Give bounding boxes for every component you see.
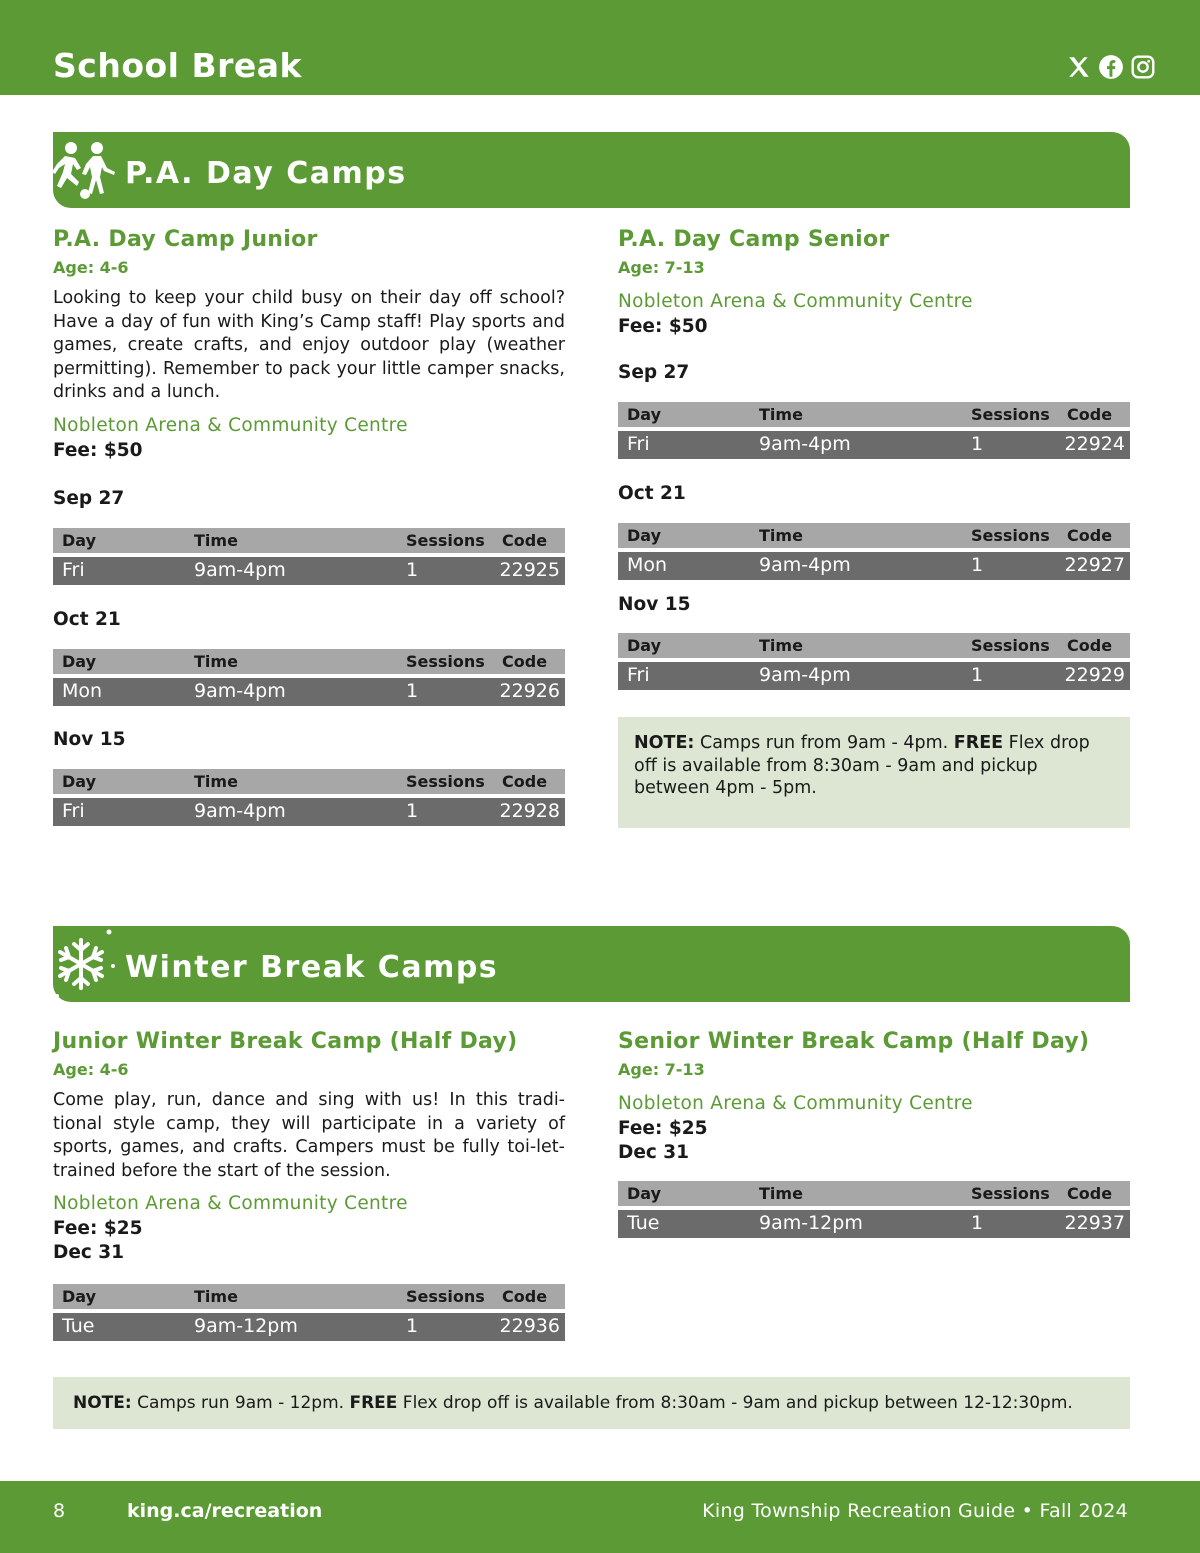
schedule-date: Dec 31 <box>53 1242 125 1263</box>
header-day: Day <box>627 405 662 424</box>
cell-sessions: 1 <box>406 680 419 702</box>
header-time: Time <box>759 636 803 655</box>
header-code: Code <box>502 772 548 791</box>
page-footer <box>0 1481 1200 1553</box>
cell-time: 9am-4pm <box>194 800 286 822</box>
section-banner-winter-break <box>53 926 1130 1002</box>
cell-code: 22927 <box>1064 554 1125 576</box>
program-fee: Fee: $50 <box>53 439 143 461</box>
cell-day: Fri <box>627 664 650 686</box>
header-code: Code <box>1067 1184 1113 1203</box>
cell-time: 9am-12pm <box>759 1212 863 1234</box>
header-day: Day <box>627 1184 662 1203</box>
header-sessions: Sessions <box>406 772 485 791</box>
table-row <box>618 552 1130 580</box>
schedule-date: Nov 15 <box>53 729 126 750</box>
program-title: Junior Winter Break Camp (Half Day) <box>53 1029 518 1054</box>
section-banner-pa-day <box>53 132 1130 208</box>
winter-senior-column <box>618 1029 1130 1163</box>
program-description: Looking to keep your child busy on their day off school? Have a day of fun with King’s Camp staff! Play sports and games, create crafts, and enjoy outdoor play (weather permitting). Remember to pack your little camper snacks, drinks and a lunch. <box>53 288 565 402</box>
table-row <box>53 557 565 585</box>
schedule-table <box>53 769 565 826</box>
schedule-table <box>618 523 1130 580</box>
program-location: Nobleton Arena & Community Centre <box>618 291 973 312</box>
header-time: Time <box>759 526 803 545</box>
cell-time: 9am-4pm <box>759 664 851 686</box>
note-box <box>53 1377 1130 1429</box>
header-code: Code <box>502 652 548 671</box>
section-title: P.A. Day Camps <box>125 156 407 191</box>
header-day: Day <box>62 531 97 550</box>
cell-code: 22925 <box>499 559 560 581</box>
cell-sessions: 1 <box>971 554 984 576</box>
table-header <box>618 1181 1130 1206</box>
table-header <box>53 528 565 553</box>
header-sessions: Sessions <box>406 531 485 550</box>
table-row <box>618 662 1130 690</box>
cell-day: Mon <box>627 554 668 576</box>
table-row <box>618 1210 1130 1238</box>
header-code: Code <box>502 1287 548 1306</box>
table-header <box>618 633 1130 658</box>
table-header <box>53 769 565 794</box>
cell-sessions: 1 <box>406 1315 419 1337</box>
header-code: Code <box>502 531 548 550</box>
program-location: Nobleton Arena & Community Centre <box>618 1093 973 1114</box>
cell-day: Fri <box>62 800 85 822</box>
cell-day: Fri <box>62 559 85 581</box>
program-title: P.A. Day Camp Senior <box>618 227 890 252</box>
guide-title: King Township Recreation Guide • Fall 2024 <box>702 1500 1128 1522</box>
table-header <box>618 402 1130 427</box>
note-text: Camps run from 9am - 4pm. <box>694 733 954 753</box>
program-description: Come play, run, dance and sing with us! In this tradi-tional style camp, they will participate in a variety of sports, games, and crafts. Campers must be fully toi-let-trained before the start of the session. <box>53 1090 565 1181</box>
section-title: Winter Break Camps <box>125 950 499 985</box>
header-time: Time <box>194 1287 238 1306</box>
header-code: Code <box>1067 526 1113 545</box>
kids-playing-icon <box>51 138 119 206</box>
cell-time: 9am-4pm <box>759 433 851 455</box>
x-icon[interactable] <box>1066 54 1092 80</box>
table-header <box>53 649 565 674</box>
header-code: Code <box>1067 405 1113 424</box>
table-header <box>53 1284 565 1309</box>
cell-code: 22928 <box>499 800 560 822</box>
cell-sessions: 1 <box>406 559 419 581</box>
schedule-table <box>618 1181 1130 1238</box>
cell-day: Mon <box>62 680 103 702</box>
program-age: Age: 4-6 <box>53 1060 129 1079</box>
schedule-date: Nov 15 <box>618 594 691 615</box>
cell-sessions: 1 <box>971 433 984 455</box>
header-code: Code <box>1067 636 1113 655</box>
table-row <box>53 678 565 706</box>
header-sessions: Sessions <box>406 1287 485 1306</box>
pa-junior-column <box>53 227 565 461</box>
schedule-date: Sep 27 <box>618 362 690 383</box>
cell-code: 22936 <box>499 1315 560 1337</box>
schedule-table <box>53 528 565 585</box>
program-age: Age: 4-6 <box>53 258 129 277</box>
page-header <box>0 0 1200 95</box>
cell-day: Tue <box>627 1212 660 1234</box>
note-box <box>618 717 1130 828</box>
program-title: Senior Winter Break Camp (Half Day) <box>618 1029 1090 1054</box>
note-free: FREE <box>953 733 1004 753</box>
cell-time: 9am-4pm <box>759 554 851 576</box>
header-sessions: Sessions <box>406 652 485 671</box>
winter-junior-column <box>53 1029 565 1263</box>
note-free: FREE <box>349 1393 398 1413</box>
header-day: Day <box>627 636 662 655</box>
table-row <box>53 798 565 826</box>
note-text: Flex drop off is available from 8:30am - 9am and pickup between 4pm - 5pm. <box>634 733 1090 798</box>
header-day: Day <box>62 772 97 791</box>
page-title: School Break <box>53 46 302 85</box>
schedule-table <box>618 402 1130 459</box>
program-age: Age: 7-13 <box>618 258 705 277</box>
schedule-table <box>618 633 1130 690</box>
note-text: Camps run 9am - 12pm. <box>131 1393 350 1413</box>
note-label: NOTE: <box>73 1393 132 1413</box>
cell-code: 22924 <box>1064 433 1125 455</box>
header-day: Day <box>62 652 97 671</box>
header-day: Day <box>62 1287 97 1306</box>
program-fee: Fee: $25 <box>618 1118 708 1139</box>
schedule-date: Oct 21 <box>53 609 121 630</box>
header-time: Time <box>759 405 803 424</box>
note-label: NOTE: <box>634 733 695 753</box>
header-sessions: Sessions <box>971 636 1050 655</box>
program-location: Nobleton Arena & Community Centre <box>53 414 408 436</box>
schedule-table <box>53 649 565 706</box>
cell-time: 9am-4pm <box>194 680 286 702</box>
cell-day: Fri <box>627 433 650 455</box>
cell-time: 9am-12pm <box>194 1315 298 1337</box>
snowflake-icon <box>51 926 117 1006</box>
header-time: Time <box>194 652 238 671</box>
cell-day: Tue <box>62 1315 95 1337</box>
schedule-date: Oct 21 <box>618 483 686 504</box>
instagram-icon[interactable] <box>1130 54 1156 80</box>
header-time: Time <box>194 531 238 550</box>
cell-sessions: 1 <box>971 664 984 686</box>
program-location: Nobleton Arena & Community Centre <box>53 1193 408 1214</box>
note-text: Flex drop off is available from 8:30am - 9am and pickup between 12-12:30pm. <box>397 1393 1073 1413</box>
cell-sessions: 1 <box>406 800 419 822</box>
header-sessions: Sessions <box>971 405 1050 424</box>
cell-code: 22926 <box>499 680 560 702</box>
header-time: Time <box>759 1184 803 1203</box>
cell-time: 9am-4pm <box>194 559 286 581</box>
footer-link[interactable]: king.ca/recreation <box>127 1500 323 1522</box>
table-header <box>618 523 1130 548</box>
cell-sessions: 1 <box>971 1212 984 1234</box>
table-row <box>618 431 1130 459</box>
table-row <box>53 1313 565 1341</box>
pa-senior-column <box>618 227 1130 337</box>
schedule-table <box>53 1284 565 1341</box>
program-fee: Fee: $50 <box>618 316 708 337</box>
cell-code: 22929 <box>1064 664 1125 686</box>
page-number: 8 <box>53 1500 66 1522</box>
header-sessions: Sessions <box>971 1184 1050 1203</box>
header-sessions: Sessions <box>971 526 1050 545</box>
schedule-date: Sep 27 <box>53 488 125 509</box>
header-time: Time <box>194 772 238 791</box>
social-links <box>1066 54 1156 80</box>
program-age: Age: 7-13 <box>618 1060 705 1079</box>
program-fee: Fee: $25 <box>53 1218 143 1239</box>
program-title: P.A. Day Camp Junior <box>53 227 318 252</box>
cell-code: 22937 <box>1064 1212 1125 1234</box>
facebook-icon[interactable] <box>1098 54 1124 80</box>
schedule-date: Dec 31 <box>618 1142 690 1163</box>
header-day: Day <box>627 526 662 545</box>
